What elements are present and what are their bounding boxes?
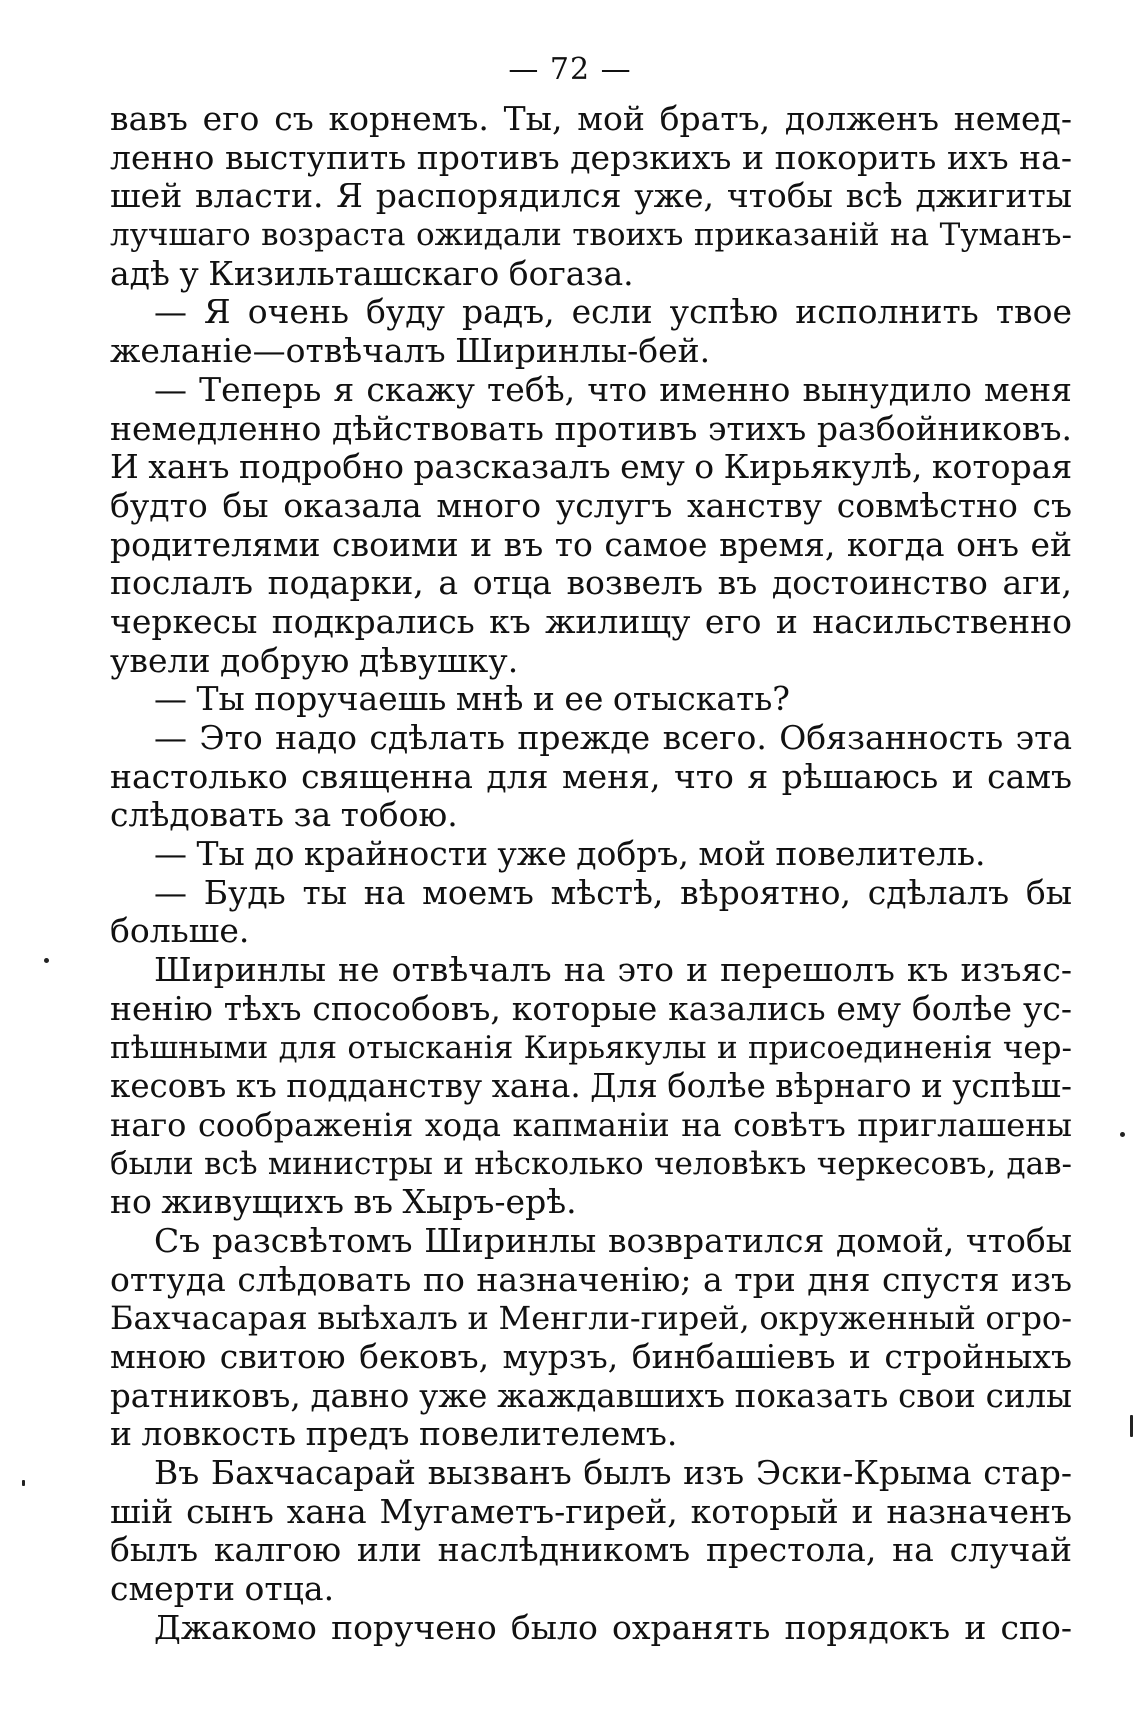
text-line: ненію тѣхъ способовъ, которые казались ему болѣе ус- — [110, 989, 1072, 1028]
text-line: Въ Бахчасарай вызванъ былъ изъ Эски-Крыма стар- — [154, 1454, 1072, 1493]
text-line: слѣдовать за тобою. — [110, 796, 458, 835]
text-line: мною свитою бековъ, мурзъ, бинбашіевъ и стройныхъ — [110, 1338, 1072, 1376]
text-line: — Ты поручаешь мнѣ и ее отыскать? — [154, 680, 790, 719]
text-line: — Это надо сдѣлать прежде всего. Обязанность эта — [154, 719, 1072, 757]
text-line: ленно выступить противъ дерзкихъ и покорить ихъ на- — [110, 138, 1072, 177]
page-number: — 72 — — [508, 52, 632, 87]
print-speck — [22, 1480, 25, 1486]
text-line: И ханъ подробно разсказалъ ему о Кирьякулѣ, которая — [110, 448, 1072, 487]
text-line: адѣ у Кизильташскаго богаза. — [110, 254, 634, 293]
text-line: ратниковъ, давно уже жаждавшихъ показать свои силы — [110, 1376, 1072, 1415]
text-line: были всѣ министры и нѣсколько человѣкъ черкесовъ, дав- — [110, 1145, 1072, 1182]
text-line: родителями своими и въ то самое время, когда онъ ей — [110, 525, 1072, 564]
print-speck — [1130, 1415, 1133, 1437]
text-line: лучшаго возраста ожидали твоихъ приказаній на Туманъ- — [110, 217, 1072, 254]
text-line: смерти отца. — [110, 1570, 335, 1609]
text-line: шей власти. Я распорядился уже, чтобы всѣ джигиты — [110, 177, 1072, 216]
text-line: черкесы подкрались къ жилищу его и насильственно — [110, 602, 1072, 641]
text-line: Бахчасарая выѣхалъ и Менгли-гирей, окруженный огро- — [110, 1299, 1072, 1338]
text-line: — Ты до крайности уже добръ, мой повелитель. — [154, 835, 986, 874]
text-line: но живущихъ въ Хыръ-ерѣ. — [110, 1183, 577, 1222]
text-line: былъ калгою или наслѣдникомъ престола, на случай — [110, 1531, 1072, 1570]
text-line: Съ разсвѣтомъ Ширинлы возвратился домой, чтобы — [154, 1221, 1072, 1260]
text-line: — Теперь я скажу тебѣ, что именно вынудило меня — [154, 370, 1072, 409]
text-line: Джакомо поручено было охранять порядокъ и спо- — [154, 1608, 1072, 1647]
text-line: немедленно дѣйствовать противъ этихъ разбойниковъ. — [110, 409, 1072, 448]
print-speck — [44, 958, 49, 963]
text-line: больше. — [110, 912, 250, 951]
text-line: и ловкость предъ повелителемъ. — [110, 1415, 678, 1454]
text-line: увели добрую дѣвушку. — [110, 641, 519, 680]
text-line: наго соображенія хода капманіи на совѣтъ приглашены — [110, 1105, 1072, 1144]
text-line: пѣшными для отысканія Кирьякулы и присоединенія чер- — [110, 1029, 1072, 1066]
text-line: — Будь ты на моемъ мѣстѣ, вѣроятно, сдѣлалъ бы — [154, 873, 1072, 912]
body-text — [110, 100, 1072, 1648]
text-line: настолько священна для меня, что я рѣшаюсь и самъ — [110, 757, 1072, 796]
text-line: оттуда слѣдовать по назначенію; а три дня спустя изъ — [110, 1260, 1072, 1299]
text-line: послалъ подарки, а отца возвелъ въ достоинство аги, — [110, 564, 1072, 603]
print-speck — [1120, 1132, 1125, 1137]
text-line: желаніе—отвѣчалъ Ширинлы-бей. — [110, 332, 711, 371]
text-line: вавъ его съ корнемъ. Ты, мой братъ, долженъ немед- — [110, 100, 1072, 138]
text-line: — Я очень буду радъ, если успѣю исполнить твое — [154, 293, 1072, 332]
text-line: кесовъ къ подданству хана. Для болѣе вѣрнаго и успѣш- — [110, 1067, 1072, 1106]
text-line: шій сынъ хана Мугаметъ-гирей, который и назначенъ — [110, 1492, 1072, 1531]
text-line: Ширинлы не отвѣчалъ на это и перешолъ къ изъяс- — [154, 951, 1072, 990]
text-line: будто бы оказала много услугъ ханству совмѣстно съ — [110, 486, 1072, 525]
